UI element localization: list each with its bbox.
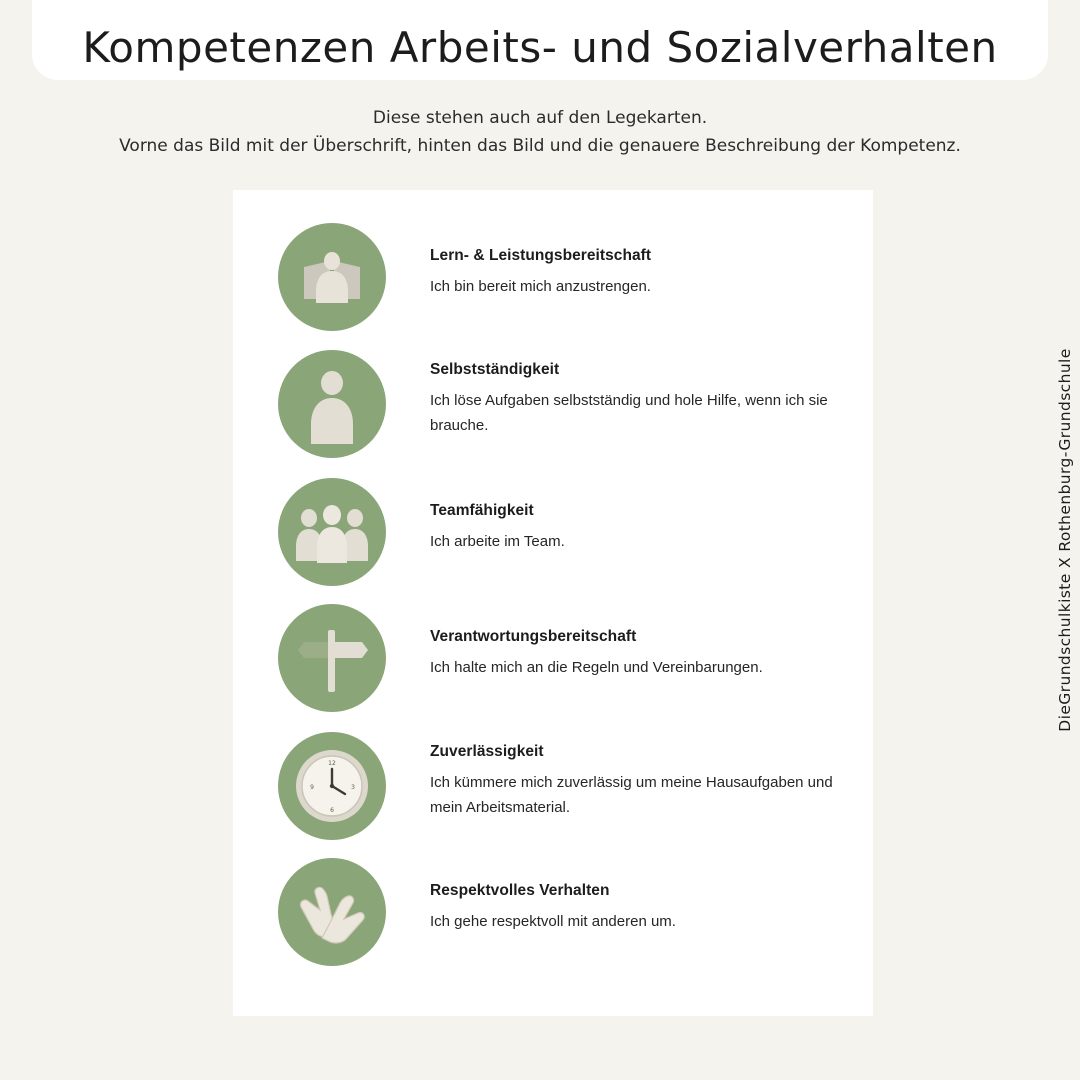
subtitle-line-2: Vorne das Bild mit der Überschrift, hinten das Bild und die genauere Beschreibung der Kompetenz. — [119, 136, 961, 156]
competency-title: Respektvolles Verhalten — [430, 882, 610, 899]
list-item-text — [430, 478, 565, 554]
credit-text: DieGrundschulkiste X Rothenburg-Grundschule — [1056, 348, 1074, 732]
list-item-text — [430, 858, 676, 934]
list-item — [278, 732, 858, 840]
competency-description: Ich gehe respektvoll mit anderen um. — [430, 913, 676, 930]
list-item-text — [430, 223, 651, 299]
subtitle-line-1: Diese stehen auch auf den Legekarten. — [372, 108, 708, 128]
list-item — [278, 223, 858, 331]
competency-title: Selbstständigkeit — [430, 361, 560, 378]
competency-description: Ich löse Aufgaben selbstständig und hole Hilfe, wenn ich sie brauche. — [430, 392, 828, 434]
signpost-icon — [278, 604, 386, 712]
clock-icon — [278, 732, 386, 840]
page-title: Kompetenzen Arbeits- und Sozialverhalten — [82, 23, 998, 72]
competency-description: Ich bin bereit mich anzustrengen. — [430, 278, 651, 295]
competency-description: Ich kümmere mich zuverlässig um meine Hausaufgaben und mein Arbeitsmaterial. — [430, 774, 833, 816]
three-people-group-icon — [278, 478, 386, 586]
list-item-text — [430, 732, 850, 820]
list-item — [278, 478, 858, 586]
person-in-open-book-icon — [278, 223, 386, 331]
competency-description: Ich arbeite im Team. — [430, 533, 565, 550]
competency-title: Lern- & Leistungsbereitschaft — [430, 247, 652, 264]
list-item-text — [430, 604, 763, 680]
svg-text:6: 6 — [330, 807, 334, 814]
svg-text:9: 9 — [310, 784, 314, 791]
two-hands-icon — [278, 858, 386, 966]
list-item-text — [430, 350, 850, 438]
single-person-icon — [278, 350, 386, 458]
competency-title: Verantwortungsbereitschaft — [430, 628, 637, 645]
list-item — [278, 604, 858, 712]
competency-card — [233, 190, 873, 1016]
header-banner — [32, 0, 1048, 80]
svg-text:3: 3 — [351, 784, 355, 791]
list-item — [278, 350, 858, 458]
list-item — [278, 858, 858, 966]
competency-description: Ich halte mich an die Regeln und Vereinbarungen. — [430, 659, 763, 676]
competency-title: Zuverlässigkeit — [430, 743, 544, 760]
competency-title: Teamfähigkeit — [430, 502, 534, 519]
svg-text:12: 12 — [328, 760, 336, 767]
subtitle-block — [0, 104, 1080, 160]
